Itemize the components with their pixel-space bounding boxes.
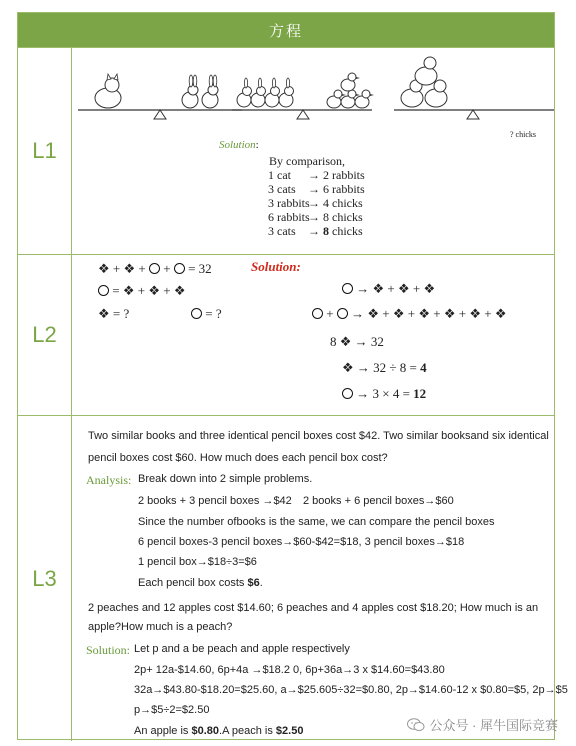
l1-solution-label: Solution [219,139,256,151]
diamond-icon: ❖ [372,281,385,296]
balance-right-label: ? chicks [510,130,536,139]
l3-solution-5: An apple is $0.80.A peach is $2.50 [134,725,304,737]
circle-icon [98,285,109,296]
l1-line-5a: 3 cats [268,224,296,238]
chick-icon [355,90,374,108]
diamond-icon: ❖ [98,306,110,321]
l3-problem1-line1: Two similar books and three identical pencil boxes cost $42. Two similar booksand six identical [88,430,549,442]
l1-line-5b: → 8 chicks [308,224,363,238]
balance-cats-vs-chicks [394,57,554,119]
l3-problem2-line2: apple?How much is a peach? [88,621,233,633]
row-l1 [18,47,554,254]
diamond-icon: ❖ [98,261,110,276]
rabbit-icon [237,78,252,107]
l2-step-5: → 3 × 4 = 12 [342,386,426,402]
watermark [407,715,558,734]
diamond-icon: ❖ [367,306,379,321]
wechat-icon [407,718,425,732]
rabbit-icon [265,78,280,107]
cat-icon [95,74,121,108]
l1-line-3b: → 4 chicks [308,196,363,210]
circle-icon [342,388,353,399]
row-content-l3 [72,416,568,741]
l3-problem2-line1: 2 peaches and 12 apples cost $14.60; 6 peaches and 4 apples cost $18.20; How much is an [88,602,539,614]
diamond-icon: ❖ [469,306,481,321]
l3-solution-label: Solution: [86,643,131,657]
diamond-icon: ❖ [418,306,430,321]
l3-analysis-5: 1 pencil box→$18÷3=$6 [138,556,257,568]
diamond-icon: ❖ [148,283,160,298]
cat-icon [415,57,437,85]
l1-line-2a: 3 cats [268,182,296,196]
circle-icon [312,308,323,319]
row-label-l1: L1 [18,48,72,254]
l3-solution-4: p→$5÷2=$2.50 [134,704,210,716]
l2-equation-2: = ❖ + ❖ + ❖ [98,283,186,299]
diamond-icon: ❖ [173,283,186,298]
row-label-l3: L3 [18,416,72,741]
l3-analysis-6: Each pencil box costs $6. [138,577,263,589]
row-content-l2 [72,255,554,415]
l3-solution-2: 2p+ 12a-$14.60, 6p+4a →$18.2 0, 6p+36a→3 x $14.60=$43.80 [134,664,445,676]
l1-line-1b: → 2 rabbits [308,168,365,182]
table-header [18,13,554,47]
balance-rabbits-vs-chicks [232,73,374,119]
cat-icon [401,80,423,107]
diamond-icon: ❖ [122,283,135,298]
l1-line-1a: 1 cat [268,168,291,182]
l3-analysis-2a: 2 books + 3 pencil boxes →$42 [138,495,292,507]
l1-line-2b: → 6 rabbits [308,182,365,196]
l2-step-3: 8 ❖ → 32 [330,334,384,349]
circle-icon [149,263,160,274]
diamond-icon: ❖ [392,306,405,321]
diamond-icon: ❖ [342,360,354,375]
diamond-icon: ❖ [443,306,456,321]
l1-line-4a: 6 rabbits [268,210,310,224]
row-l3 [18,415,568,741]
l2-question-diamond: ❖ = ? [98,306,130,321]
diamond-icon: ❖ [123,261,136,276]
rabbit-icon [279,78,294,107]
rabbit-icon [182,75,198,108]
l2-step-4: ❖ → 32 ÷ 8 = 4 [342,360,427,375]
l2-step-1: → ❖ + ❖ + ❖ [342,281,435,297]
l1-solution-heading: Solution: [219,139,259,151]
header-title: 方程 [268,22,303,40]
l3-analysis-2b: 2 books + 6 pencil boxes→$60 [303,495,454,507]
diamond-icon: ❖ [494,306,507,321]
balance-illustration [72,48,554,130]
l2-question-circle: = ? [191,306,222,322]
content-table [17,12,568,740]
diamond-icon: ❖ [423,281,436,296]
circle-icon [337,308,348,319]
l3-analysis-3: Since the number ofbooks is the same, we can compare the pencil boxes [138,516,495,528]
chick-icon [341,73,360,91]
l1-line-4b: → 8 chicks [308,210,363,224]
balance-cat-vs-rabbits [78,74,242,119]
l3-analysis-4: 6 pencil boxes-3 pencil boxes→$60-$42=$18, 3 pencil boxes→$18 [138,536,465,548]
l1-line-3a: 3 rabbits [268,196,310,210]
l3-solution-3: 32a→$43.80-$18.20=$25.60, a→$25.605÷32=$0.80, 2p→$14.60-12 x $0.80=$5, 2p→$5 [134,684,568,696]
l3-solution-1: Let p and a be peach and apple respectively [134,643,350,655]
watermark-text: 公众号 · 犀牛国际竞赛 [429,718,558,733]
row-label-l2: L2 [18,255,72,415]
l3-analysis-label: Analysis: [86,473,132,487]
l2-step-2: + → ❖ + ❖ + ❖ + ❖ + ❖ + ❖ [312,306,507,322]
l2-equation-1: ❖ + ❖ + + = 32 [98,261,212,276]
circle-icon [342,283,353,294]
l3-problem1-line2: pencil boxes cost $60. How much does each pencil box cost? [88,452,388,464]
l2-solution-label: Solution: [251,259,301,274]
diamond-icon: ❖ [398,281,410,296]
row-content-l1 [72,48,554,254]
l3-analysis-1: Break down into 2 simple problems. [138,473,313,485]
rabbit-icon [202,75,218,108]
l1-line-0: By comparison, [269,154,345,168]
row-l2 [18,254,554,415]
circle-icon [191,308,202,319]
circle-icon [174,263,185,274]
rabbit-icon [251,78,266,107]
